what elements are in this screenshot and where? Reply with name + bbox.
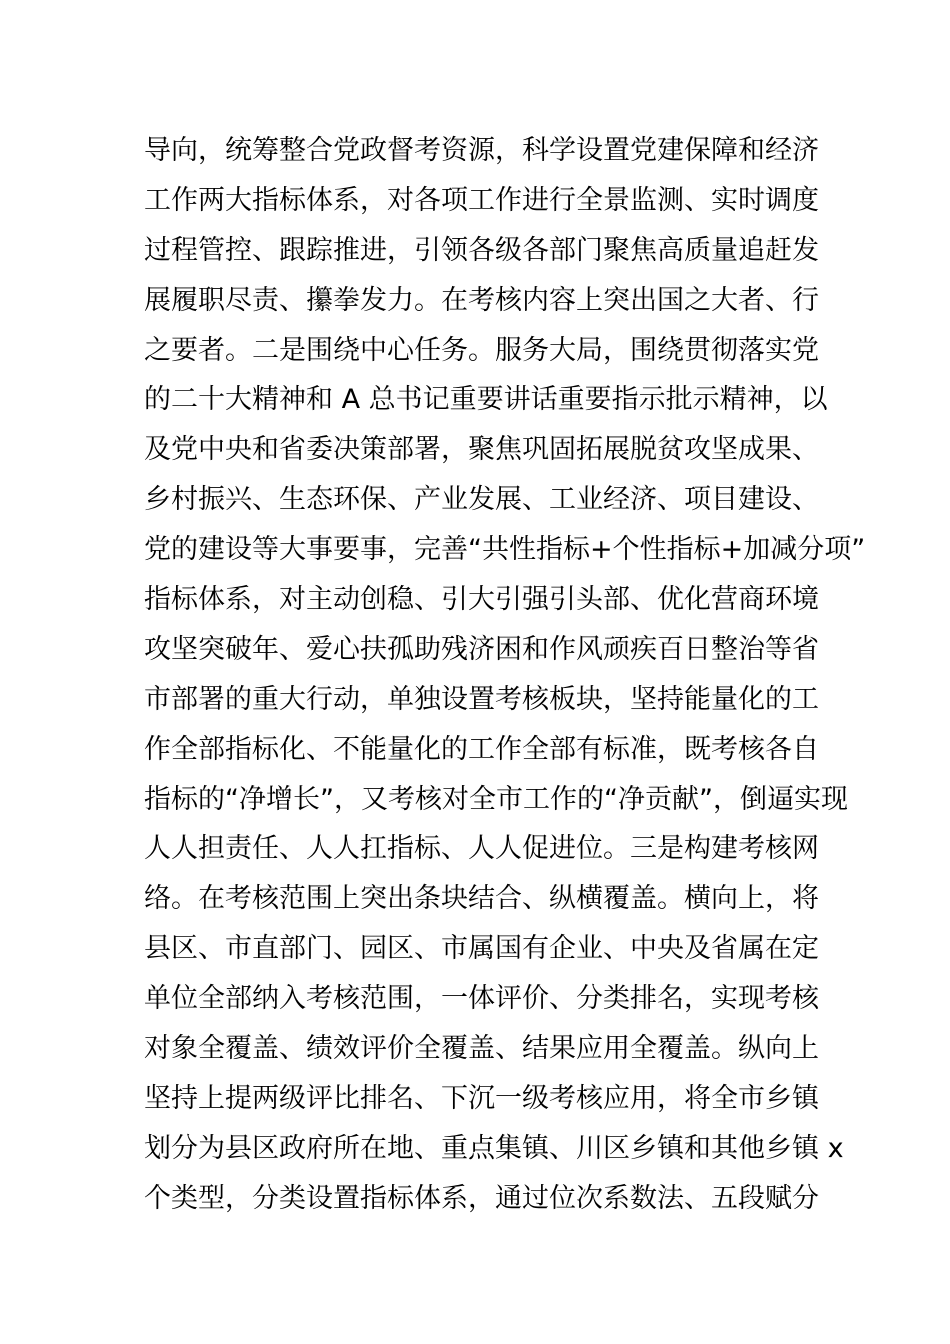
text-line: 划分为县区政府所在地、重点集镇、川区乡镇和其他乡镇 x — [144, 1132, 844, 1164]
text-line: 过程管控、跟踪推进，引领各级各部门聚焦高质量追赶发 — [144, 234, 819, 266]
text-line: 县区、市直部门、园区、市属国有企业、中央及省属在定 — [144, 933, 819, 965]
text-line: 党的建设等大事要事，完善“共性指标+个性指标+加减分项” — [144, 534, 866, 566]
text-line: 个类型，分类设置指标体系，通过位次系数法、五段赋分 — [144, 1182, 819, 1214]
text-line: 导向，统筹整合党政督考资源，科学设置党建保障和经济 — [144, 135, 819, 166]
text-line: 对象全覆盖、绩效评价全覆盖、结果应用全覆盖。纵向上 — [144, 1033, 819, 1065]
text-line: 作全部指标化、不能量化的工作全部有标准，既考核各自 — [144, 733, 819, 765]
body-paragraph — [144, 126, 866, 1224]
text-line: 人人担责任、人人扛指标、人人促进位。三是构建考核网 — [144, 833, 819, 865]
text-line: 乡村振兴、生态环保、产业发展、工业经济、项目建设、 — [144, 484, 819, 516]
text-line: 坚持上提两级评比排名、下沉一级考核应用，将全市乡镇 — [144, 1082, 819, 1114]
text-line: 及党中央和省委决策部署，聚焦巩固拓展脱贫攻坚成果、 — [144, 434, 819, 466]
text-line: 络。在考核范围上突出条块结合、纵横覆盖。横向上，将 — [144, 883, 819, 915]
text-line: 攻坚突破年、爱心扶孤助残济困和作风顽疾百日整治等省 — [144, 633, 819, 665]
text-line: 之要者。二是围绕中心任务。服务大局，围绕贯彻落实党 — [144, 334, 819, 366]
text-line: 市部署的重大行动，单独设置考核板块，坚持能量化的工 — [144, 683, 819, 715]
text-line: 单位全部纳入考核范围，一体评价、分类排名，实现考核 — [144, 983, 819, 1015]
text-line: 指标的“净增长”，又考核对全市工作的“净贡献”，倒逼实现 — [144, 783, 848, 815]
text-line: 展履职尽责、攥拳发力。在考核内容上突出国之大者、行 — [144, 284, 819, 316]
text-line: 指标体系，对主动创稳、引大引强引头部、优化营商环境 — [144, 584, 819, 616]
text-line: 工作两大指标体系，对各项工作进行全景监测、实时调度 — [144, 184, 819, 216]
text-line: 的二十大精神和 A 总书记重要讲话重要指示批示精神，以 — [144, 384, 828, 416]
